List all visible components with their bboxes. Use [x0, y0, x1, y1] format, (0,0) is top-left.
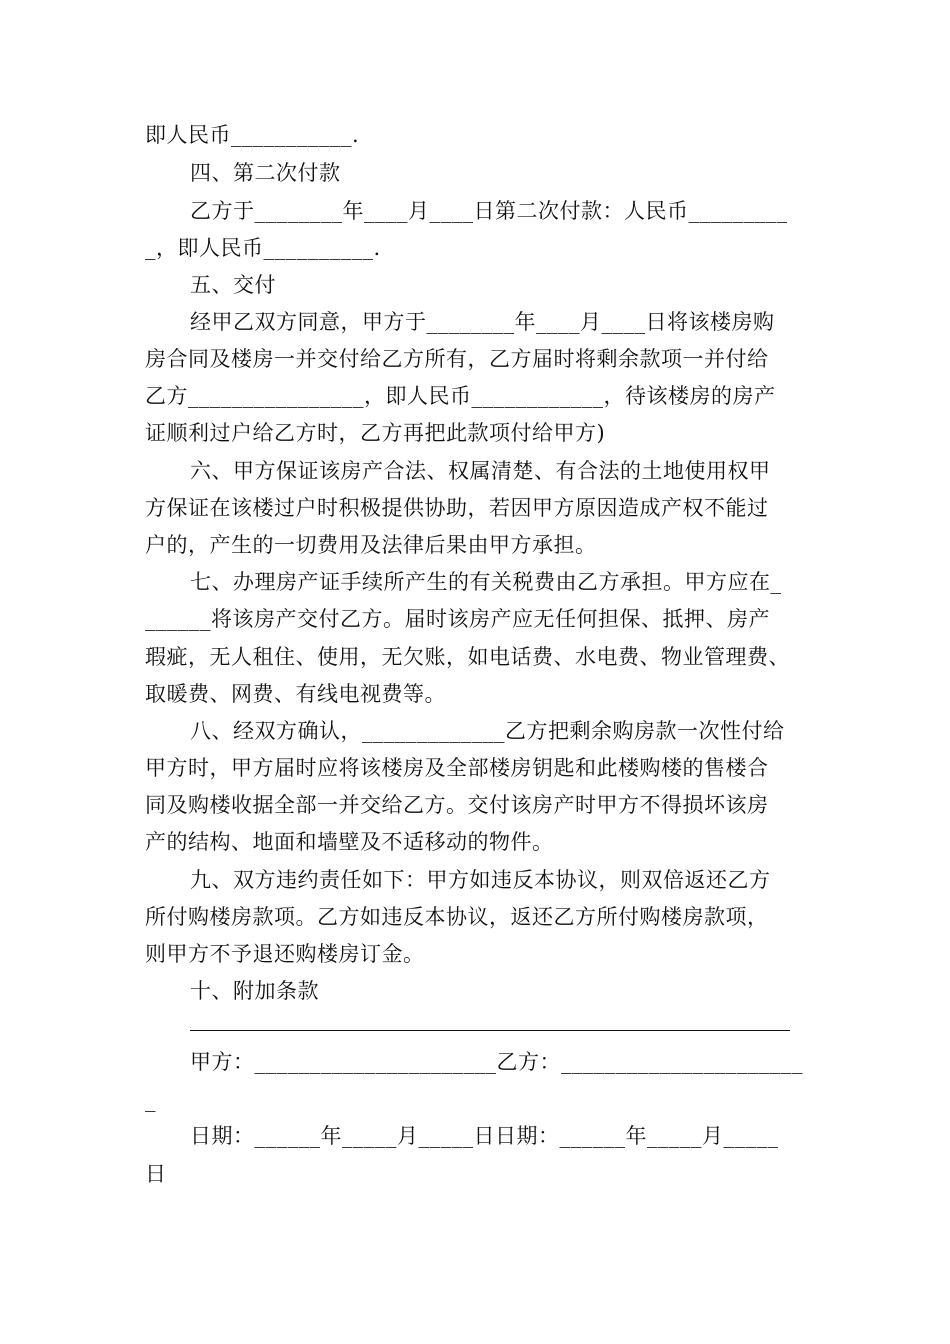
text-line: 瑕疵，无人租住、使用，无欠账，如电话费、水电费、物业管理费、 [145, 645, 790, 669]
text-line: 乙方________________，即人民币____________，待该楼房的房产 [145, 384, 776, 408]
text-line: 经甲乙双方同意，甲方于________年____月____日将该楼房购 [190, 310, 775, 334]
date-line: 日期：______年_____月_____日日期：______年_____月_____ [190, 1124, 779, 1148]
text-line: 所付购楼房款项。乙方如违反本协议，返还乙方所付购楼房款项， [145, 905, 769, 929]
text-line: 日 [145, 1162, 167, 1186]
text-line: 房合同及楼房一并交付给乙方所有，乙方届时将剩余款项一并付给 [145, 347, 769, 371]
text-line: 户的，产生的一切费用及法律后果由甲方承担。 [145, 533, 597, 557]
signature-line: 甲方：______________________乙方：______________________ [190, 1050, 803, 1074]
text-line: 七、办理房产证手续所产生的有关税费由乙方承担。甲方应在_ [190, 570, 782, 594]
text-line: _ [145, 1088, 156, 1112]
section-heading: 五、交付 [190, 273, 276, 297]
text-line: 六、甲方保证该房产合法、权属清楚、有合法的土地使用权甲 [190, 459, 771, 483]
text-line: _，即人民币__________. [145, 236, 381, 260]
text-line: 乙方于________年____月____日第二次付款：人民币_________ [190, 199, 788, 223]
text-line: 则甲方不予退还购楼房订金。 [145, 942, 425, 966]
text-line: 同及购楼收据全部一并交给乙方。交付该房产时甲方不得损坏该房 [145, 793, 769, 817]
section-heading: 四、第二次付款 [190, 161, 341, 185]
text-line: 即人民币___________. [145, 123, 360, 147]
text-line: 八、经双方确认，_____________乙方把剩余购房款一次性付给 [190, 719, 785, 743]
text-line: 取暖费、网费、有线电视费等。 [145, 682, 446, 706]
text-line: 产的结构、地面和墙壁及不适移动的物件。 [145, 830, 554, 854]
text-line: 九、双方违约责任如下：甲方如违反本协议，则双倍返还乙方 [190, 868, 771, 892]
text-line: ______将该房产交付乙方。届时该房产应无任何担保、抵押、房产 [145, 607, 770, 631]
text-line: 方保证在该楼过户时积极提供协助，若因甲方原因造成产权不能过 [145, 496, 769, 520]
blank-rule [190, 1030, 790, 1031]
text-line: 证顺利过户给乙方时，乙方再把此款项付给甲方) [145, 421, 606, 445]
section-heading: 十、附加条款 [190, 979, 319, 1003]
text-line: 甲方时，甲方届时应将该楼房及全部楼房钥匙和此楼购楼的售楼合 [145, 756, 769, 780]
